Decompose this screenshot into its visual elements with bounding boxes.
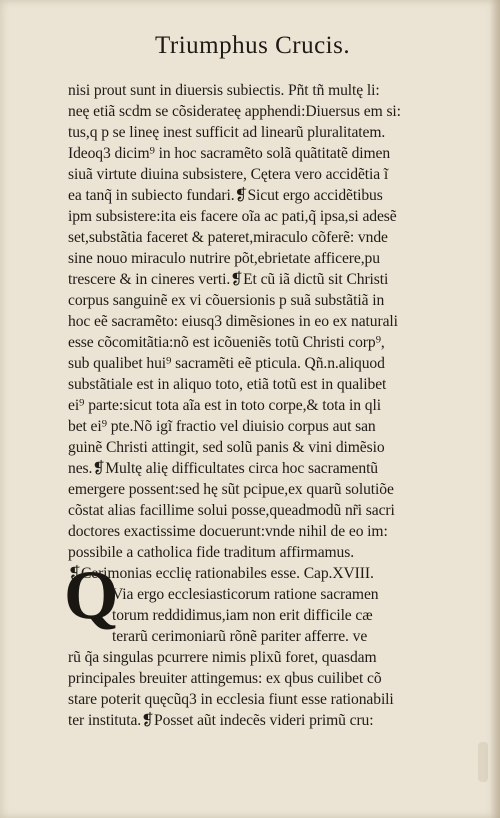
page-edge-shadow (490, 0, 500, 818)
text-line: stare poterit quęcũq3 in ecclesia fiunt esse rationabili (68, 691, 394, 708)
text-line: ipm subsistere:ita eis facere oĩa ac pati,q̃ ipsa,si adesẽ (68, 208, 397, 225)
text-line: nes.❡Multę alię difficultates circa hoc sacramentũ (68, 460, 378, 477)
text-line: rũ q̃a singulas pcurrere nimis plixũ foret, quasdam (68, 649, 377, 666)
running-head: Triumphus Crucis. (155, 32, 351, 59)
text-line: substãtiale est in aliquo toto, etiã totũ est in qualibet (68, 376, 387, 393)
text-line: hoc eẽ sacramẽto: eiusq3 dimẽsiones in eo ex naturali (68, 313, 398, 330)
text-line: esse cõcomitãtia:nõ est icõueniẽs totũ Christi corp⁹, (68, 334, 385, 351)
text-line: Via ergo ecclesiasticorum ratione sacramen (112, 586, 379, 603)
text-line: emergere possent:sed hę sũt pcipue,ex quarũ solutiõe (68, 481, 394, 498)
text-line: torum reddidimus,iam non erit difficile cæ (112, 607, 373, 624)
text-line: cõstat alias facillime solui posse,queadmodũ nr̃i sacri (68, 502, 395, 519)
body-text (68, 80, 473, 731)
text-line: ea tanq̃ in subiecto fundari.❡Sicut ergo accidẽtibus (68, 187, 383, 204)
text-line: sine nouo miraculo nutrire põt,ebrietate afficere,pu (68, 250, 380, 267)
text-line: terarũ cerimoniarũ rõnẽ pariter afferre. ve (112, 628, 368, 645)
text-line: guinẽ Christi attingit, sed solũ panis & vini dimẽsio (68, 439, 385, 456)
text-line: corpus sanguinẽ ex vi cõuersionis p suã substãtiã in (68, 292, 385, 309)
text-line: ei⁹ parte:sicut tota aĩa est in toto corpe,& tota in qli (68, 397, 381, 414)
drop-cap-initial: Q (64, 557, 119, 634)
text-line: ter instituta.❡Posset aũt indecẽs videri primũ cru: (68, 712, 374, 729)
paper-stain (478, 742, 488, 782)
text-line: possibile a catholica fide traditum affirmamus. (68, 544, 355, 561)
text-line: principales breuiter attingemus: ex qbus cuilibet cõ (68, 670, 382, 687)
text-line: doctores exactissime docuerunt:vnde nihil de eo im: (68, 523, 388, 540)
chapter-heading: ❡Cerimonias ecclię rationabiles esse. Cap.XVIII. (68, 565, 374, 582)
text-line: nisi prout sunt in diuersis subiectis. Pñt tñ multę li: (68, 82, 380, 99)
text-line: trescere & in cineres verti.❡Et cũ iã dictũ sit Christi (68, 271, 389, 288)
text-line: bet ei⁹ pte.Nõ igĩ fractio vel diuisio corpus aut san (68, 418, 376, 435)
text-line: sub qualibet hui⁹ sacramẽti eẽ pticula. Qñ.n.aliquod (68, 355, 385, 372)
text-line: tus,q p se lineę inest sufficit ad linearũ pluralitatem. (68, 124, 386, 141)
text-line: set,substãtia faceret & pateret,miraculo cõferẽ: vnde (68, 229, 388, 246)
text-line: neę etiã scdm se cõsiderateę apphendi:Diuersus em si: (68, 103, 401, 120)
text-line: Ideoq3 dicim⁹ in hoc sacramẽto solã quãtitatẽ dimen (68, 145, 391, 162)
text-line: siuã virtute diuina subsistere, Cętera vero accidẽtia ĩ (68, 166, 389, 183)
